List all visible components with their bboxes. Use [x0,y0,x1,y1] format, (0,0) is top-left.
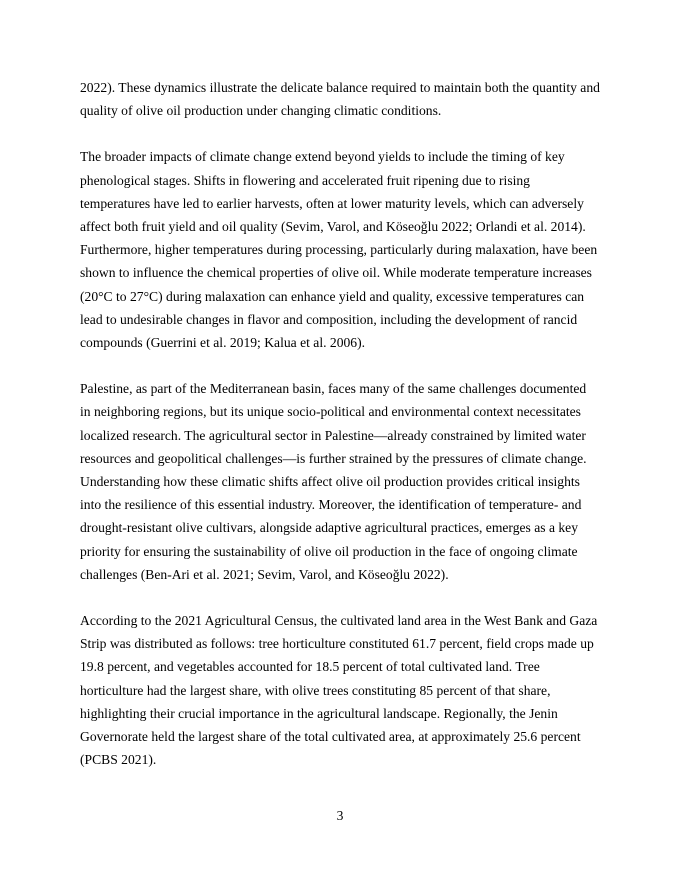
paragraph-continuation: 2022). These dynamics illustrate the delicate balance required to maintain both the quantity and quality of olive oil production under changing climatic conditions. [80,80,600,119]
paragraph-agricultural-census: According to the 2021 Agricultural Census, the cultivated land area in the West Bank and Gaza Strip was distributed as follows: tree horticulture constituted 61.7 percent, field crops made up 19.8 percent, and vegetables accounted for 18.5 percent of total cultivated land. Tree horticulture had the largest share, with olive trees constituting 85 percent of that share, highlighting their crucial importance in the agricultural landscape. Regionally, the Jenin Governorate held the largest share of the total cultivated area, at approximately 25.6 percent (PCBS 2021). [80,613,598,768]
paragraph-climate-impacts: The broader impacts of climate change extend beyond yields to include the timing of key phenological stages. Shifts in flowering and accelerated fruit ripening due to rising temperatures have led to earlier harvests, often at lower maturity levels, which can adversely affect both fruit yield and oil quality (Sevim, Varol, and Köseoğlu 2022; Orlandi et al. 2014). Furthermore, higher temperatures during processing, particularly during malaxation, have been shown to influence the chemical properties of olive oil. While moderate temperature increases (20°C to 27°C) during malaxation can enhance yield and quality, excessive temperatures can lead to undesirable changes in flavor and composition, including the development of rancid compounds (Guerrini et al. 2019; Kalua et al. 2006). [80,149,598,351]
body-text [80,76,600,794]
page-number: 3 [336,808,344,823]
paragraph-palestine-context: Palestine, as part of the Mediterranean basin, faces many of the same challenges documented in neighboring regions, but its unique socio-political and environmental context necessitates localized research. The agricultural sector in Palestine—already constrained by limited water resources and geopolitical challenges—is further strained by the pressures of climate change. Understanding how these climatic shifts affect olive oil production provides critical insights into the resilience of this essential industry. Moreover, the identification of temperature- and drought-resistant olive cultivars, alongside adaptive agricultural practices, emerges as a key priority for ensuring the sustainability of olive oil production in the face of ongoing climate challenges (Ben-Ari et al. 2021; Sevim, Varol, and Köseoğlu 2022). [80,381,587,582]
